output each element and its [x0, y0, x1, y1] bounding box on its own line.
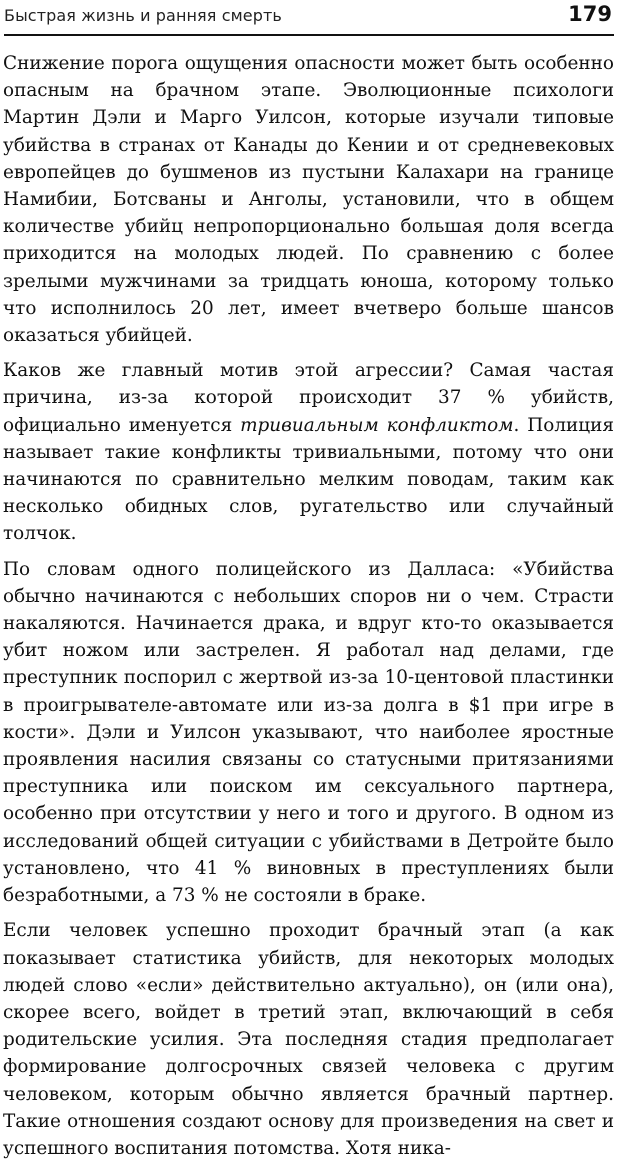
body-text — [3, 50, 614, 1162]
paragraph-1: Снижение порога ощущения опасности может быть особенно опасным на брачном этапе. Эволюционные психологи Мартин Дэли и Марго Уилсон, которые изучали типовые убийства в странах от Канады до Кении и от средневековых европейцев до бушменов из пустыни Калахари на границе Намибии, Ботсваны и Анголы, установили, что в общем количестве убийц непропорционально большая доля всегда приходится на молодых людей. По сравнению с более зрелыми мужчинами за тридцать юноша, которому только что исполнилось 20 лет, имеет вчетверо больше шансов оказаться убийцей. — [3, 53, 614, 347]
running-title: Быстрая жизнь и ранняя смерть — [4, 6, 282, 25]
page-number: 179 — [568, 2, 612, 26]
paragraph-3: По словам одного полицейского из Далласа: «Убийства обычно начинаются с небольших споров ни о чем. Страсти накаляются. Начинается драка, и вдруг кто-то оказывается убит ножом или застрелен. Я работал над делами, где преступник поспорил с жертвой из-за 10-центовой пластинки в проигрывателе-автомате или из-за долга в $1 при игре в кости». Дэли и Уилсон указывают, что наиболее яростные проявления насилия связаны со статусными притязаниями преступника или поиском им сексуального партнера, особенно при отсутствии у него и того и другого. В одном из исследований общей ситуации с убийствами в Детройте было установлено, что 41 % виновных в преступлениях были безработными, а 73 % не состояли в браке. — [3, 558, 614, 907]
paragraph-2 — [3, 357, 614, 547]
paragraph-2-part-1: Каков же главный мотив этой агрессии? Самая частая причина, из-за которой происходит 37 % убийств, официально именуется — [3, 360, 614, 436]
paragraph-4: Если человек успешно проходит брачный этап (а как показывает статистика убийств, для некоторых молодых людей слово «если» действительно актуально), он (или она), скорее всего, войдет в третий этап, включающий в себя родительские усилия. Эта последняя стадия предполагает формирование долгосрочных связей человека с другим человеком, которым обычно является брачный партнер. Такие отношения создают основу для произведения на свет и успешного воспитания потомства. Хотя ника- — [3, 920, 614, 1159]
paragraph-2-part-2: . Полиция называет такие конфликты тривиальными, потому что они начинаются по сравнительно мелким поводам, таким как несколько обидных слов, ругательство или случайный толчок. — [3, 414, 614, 545]
page-header — [4, 0, 614, 36]
emphasized-term: тривиальным конфликтом — [240, 414, 514, 436]
